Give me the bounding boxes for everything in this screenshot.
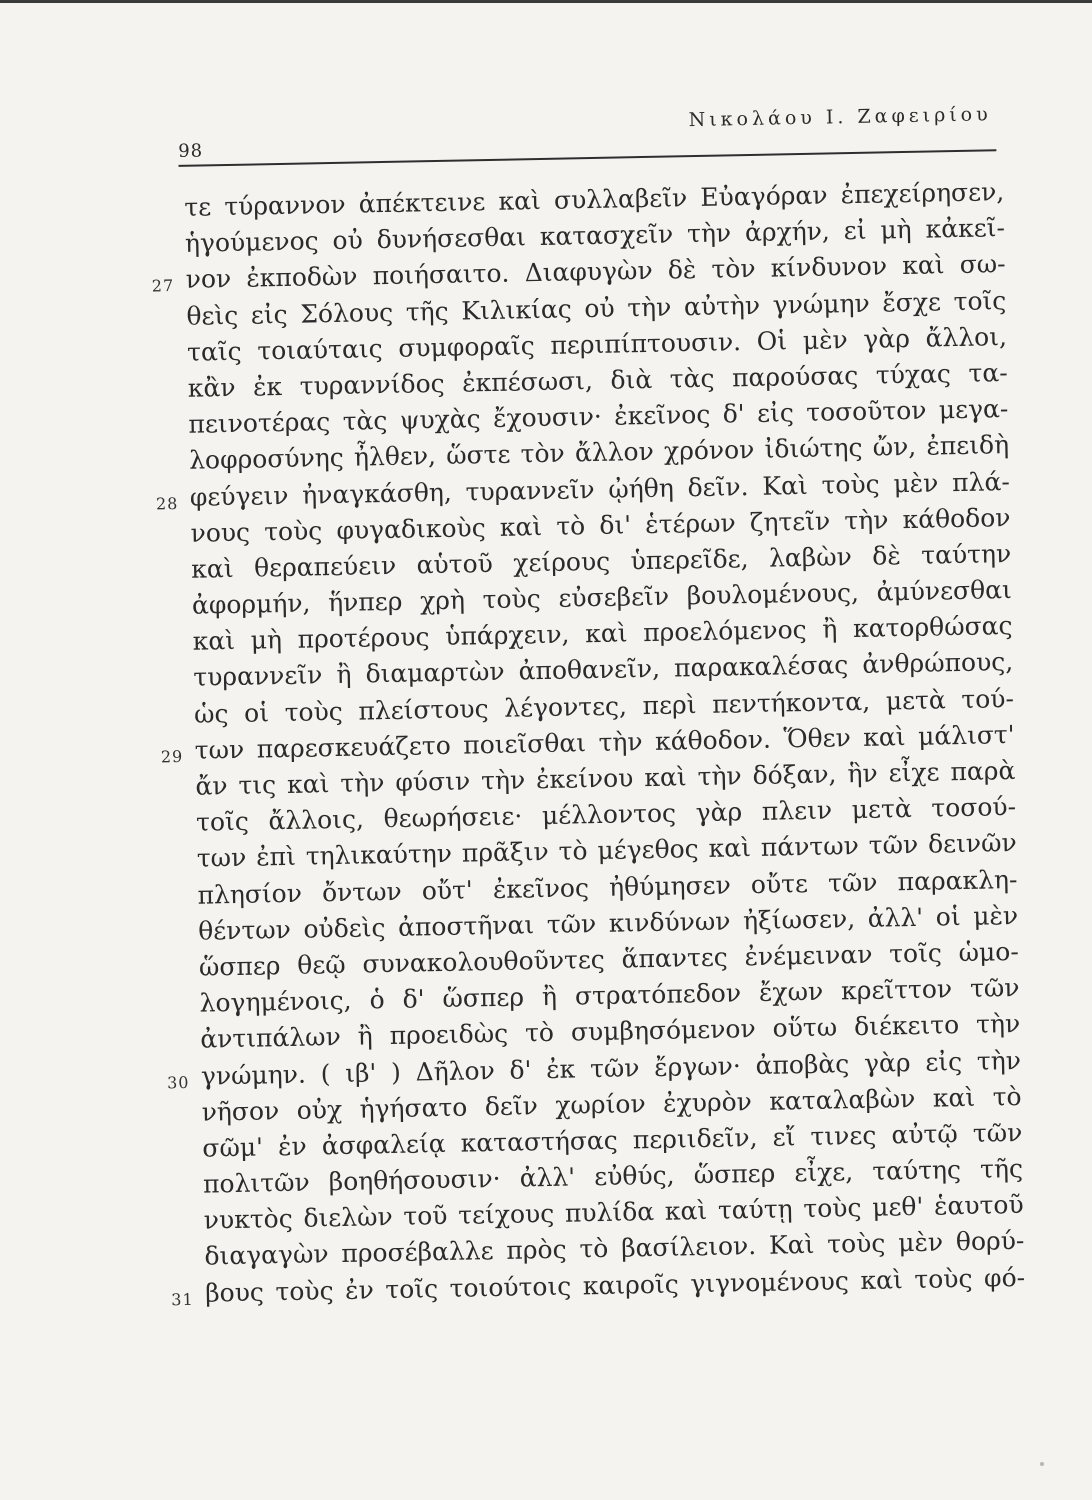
line-text: πολιτῶν βοηθήσουσιν· ἀλλ' εὐθύς, ὥσπερ εἶχε, ταύτης τῆς: [202, 1153, 1024, 1199]
line-text: τυραννεῖν ἢ διαμαρτὼν ἀποθανεῖν, παρακαλέσας ἀνθρώπους,: [193, 647, 1014, 693]
line-text: καὶ θεραπεύειν αὑτοῦ χείρους ὑπερεῖδε, λαβὼν δὲ ταύτην: [190, 538, 1012, 584]
line-text: ἀφορμήν, ἥνπερ χρὴ τοὺς εὐσεβεῖν βουλομένους, ἀμύνεσθαι: [191, 575, 1013, 620]
page-number: 98: [178, 140, 204, 162]
line-text: διαγαγὼν προσέβαλλε πρὸς τὸ βασίλειον. Καὶ τοὺς μὲν θορύ-: [204, 1226, 1025, 1272]
line-text: τε τύραννον ἀπέκτεινε καὶ συλλαβεῖν Εὐαγόραν ἐπεχείρησεν,: [184, 177, 1005, 222]
running-head: Νικολάου Ι. Ζαφειρίου: [688, 103, 992, 132]
line-text: ἀντιπάλων ἢ προειδὼς τὸ συμβησόμενον οὕτω διέκειτο τὴν: [200, 1009, 1021, 1054]
line-text: γνώμην. ( ιβ' ) Δῆλον δ' ἐκ τῶν ἔργων· ἀποβὰς γὰρ εἰς τὴν: [200, 1045, 1022, 1091]
section-number: 29: [160, 746, 184, 767]
line-text: πλησίον ὄντων οὔτ' ἐκεῖνος ἠθύμησεν οὔτε τῶν παρακλη-: [197, 864, 1018, 910]
line-text: ταῖς τοιαύταις συμφοραῖς περιπίπτουσιν. Οἱ μὲν γὰρ ἄλλοι,: [186, 321, 1008, 367]
section-number: 27: [151, 276, 175, 296]
line-text: σῶμ' ἐν ἀσφαλείᾳ καταστήσας περιιδεῖν, εἴ τινες αὐτῷ τῶν: [202, 1117, 1023, 1163]
section-number: 31: [171, 1289, 194, 1309]
line-text: βους τοὺς ἐν τοῖς τοιούτοις καιροῖς γιγνομένους καὶ τοὺς φό-: [204, 1262, 1026, 1308]
line-text: των ἐπὶ τηλικαύτην πρᾶξιν τὸ μέγεθος καὶ πάντων τῶν δεινῶν: [196, 828, 1017, 874]
line-text: ὡς οἱ τοὺς πλείστους λέγοντες, περὶ πεντήκοντα, μετὰ τού-: [193, 683, 1015, 729]
line-text: πεινοτέρας τὰς ψυχὰς ἔχουσιν· ἐκεῖνος δ' εἰς τοσοῦτον μεγα-: [188, 394, 1009, 439]
line-text: θέντων οὐδεὶς ἀποστῆναι τῶν κινδύνων ἠξίωσεν, ἀλλ' οἱ μὲν: [197, 900, 1019, 946]
line-text: θεὶς εἰς Σόλους τῆς Κιλικίας οὐ τὴν αὐτὴν γνώμην ἔσχε τοῖς: [186, 285, 1007, 331]
line-text: λογημένοις, ὁ δ' ὥσπερ ἢ στρατόπεδον ἔχων κρεῖττον τῶν: [199, 973, 1020, 1018]
line-text: κἂν ἐκ τυραννίδος ἐκπέσωσι, διὰ τὰς παρούσας τύχας τα-: [187, 357, 1008, 403]
line-text: νῆσον οὐχ ἡγήσατο δεῖν χωρίον ἐχυρὸν καταλαβὼν καὶ τὸ: [201, 1081, 1022, 1127]
line-text: ἄν τις καὶ τὴν φύσιν τὴν ἐκείνου καὶ τὴν δόξαν, ἣν εἶχε παρὰ: [195, 755, 1016, 801]
line-text: λοφροσύνης ἦλθεν, ὥστε τὸν ἄλλον χρόνον ἰδιώτης ὤν, ἐπειδὴ: [188, 430, 1010, 476]
line-text: τοῖς ἄλλοις, θεωρήσειε· μέλλοντος γὰρ πλειν μετὰ τοσού-: [195, 792, 1017, 837]
greek-text-block: [151, 174, 1026, 1311]
line-text: ὥσπερ θεῷ συνακολουθοῦντες ἅπαντες ἐνέμειναν τοῖς ὡμο-: [198, 936, 1020, 982]
line-text: νον ἐκποδὼν ποιήσαιτο. Διαφυγὼν δὲ τὸν κίνδυνον καὶ σω-: [185, 249, 1006, 295]
line-text: ἡγούμενος οὐ δυνήσεσθαι κατασχεῖν τὴν ἀρχήν, εἰ μὴ κἀκεῖ-: [184, 213, 1006, 259]
line-text: των παρεσκευάζετο ποιεῖσθαι τὴν κάθοδον. Ὅθεν καὶ μάλιστ': [194, 719, 1015, 765]
section-number: 28: [155, 493, 179, 513]
section-number: 30: [166, 1072, 190, 1092]
line-text: νους τοὺς φυγαδικοὺς καὶ τὸ δι' ἑτέρων ζητεῖν τὴν κάθοδον: [190, 502, 1011, 548]
line-text: νυκτὸς διελὼν τοῦ τείχους πυλίδα καὶ ταύτῃ τοὺς μεθ' ἑαυτοῦ: [203, 1190, 1024, 1235]
scan-speck: [1040, 1462, 1044, 1466]
line-text: φεύγειν ἠναγκάσθη, τυραννεῖν ᾠήθη δεῖν. Καὶ τοὺς μὲν πλά-: [189, 466, 1011, 512]
line-text: καὶ μὴ προτέρους ὑπάρχειν, καὶ προελόμενος ἢ κατορθώσας: [192, 611, 1013, 656]
